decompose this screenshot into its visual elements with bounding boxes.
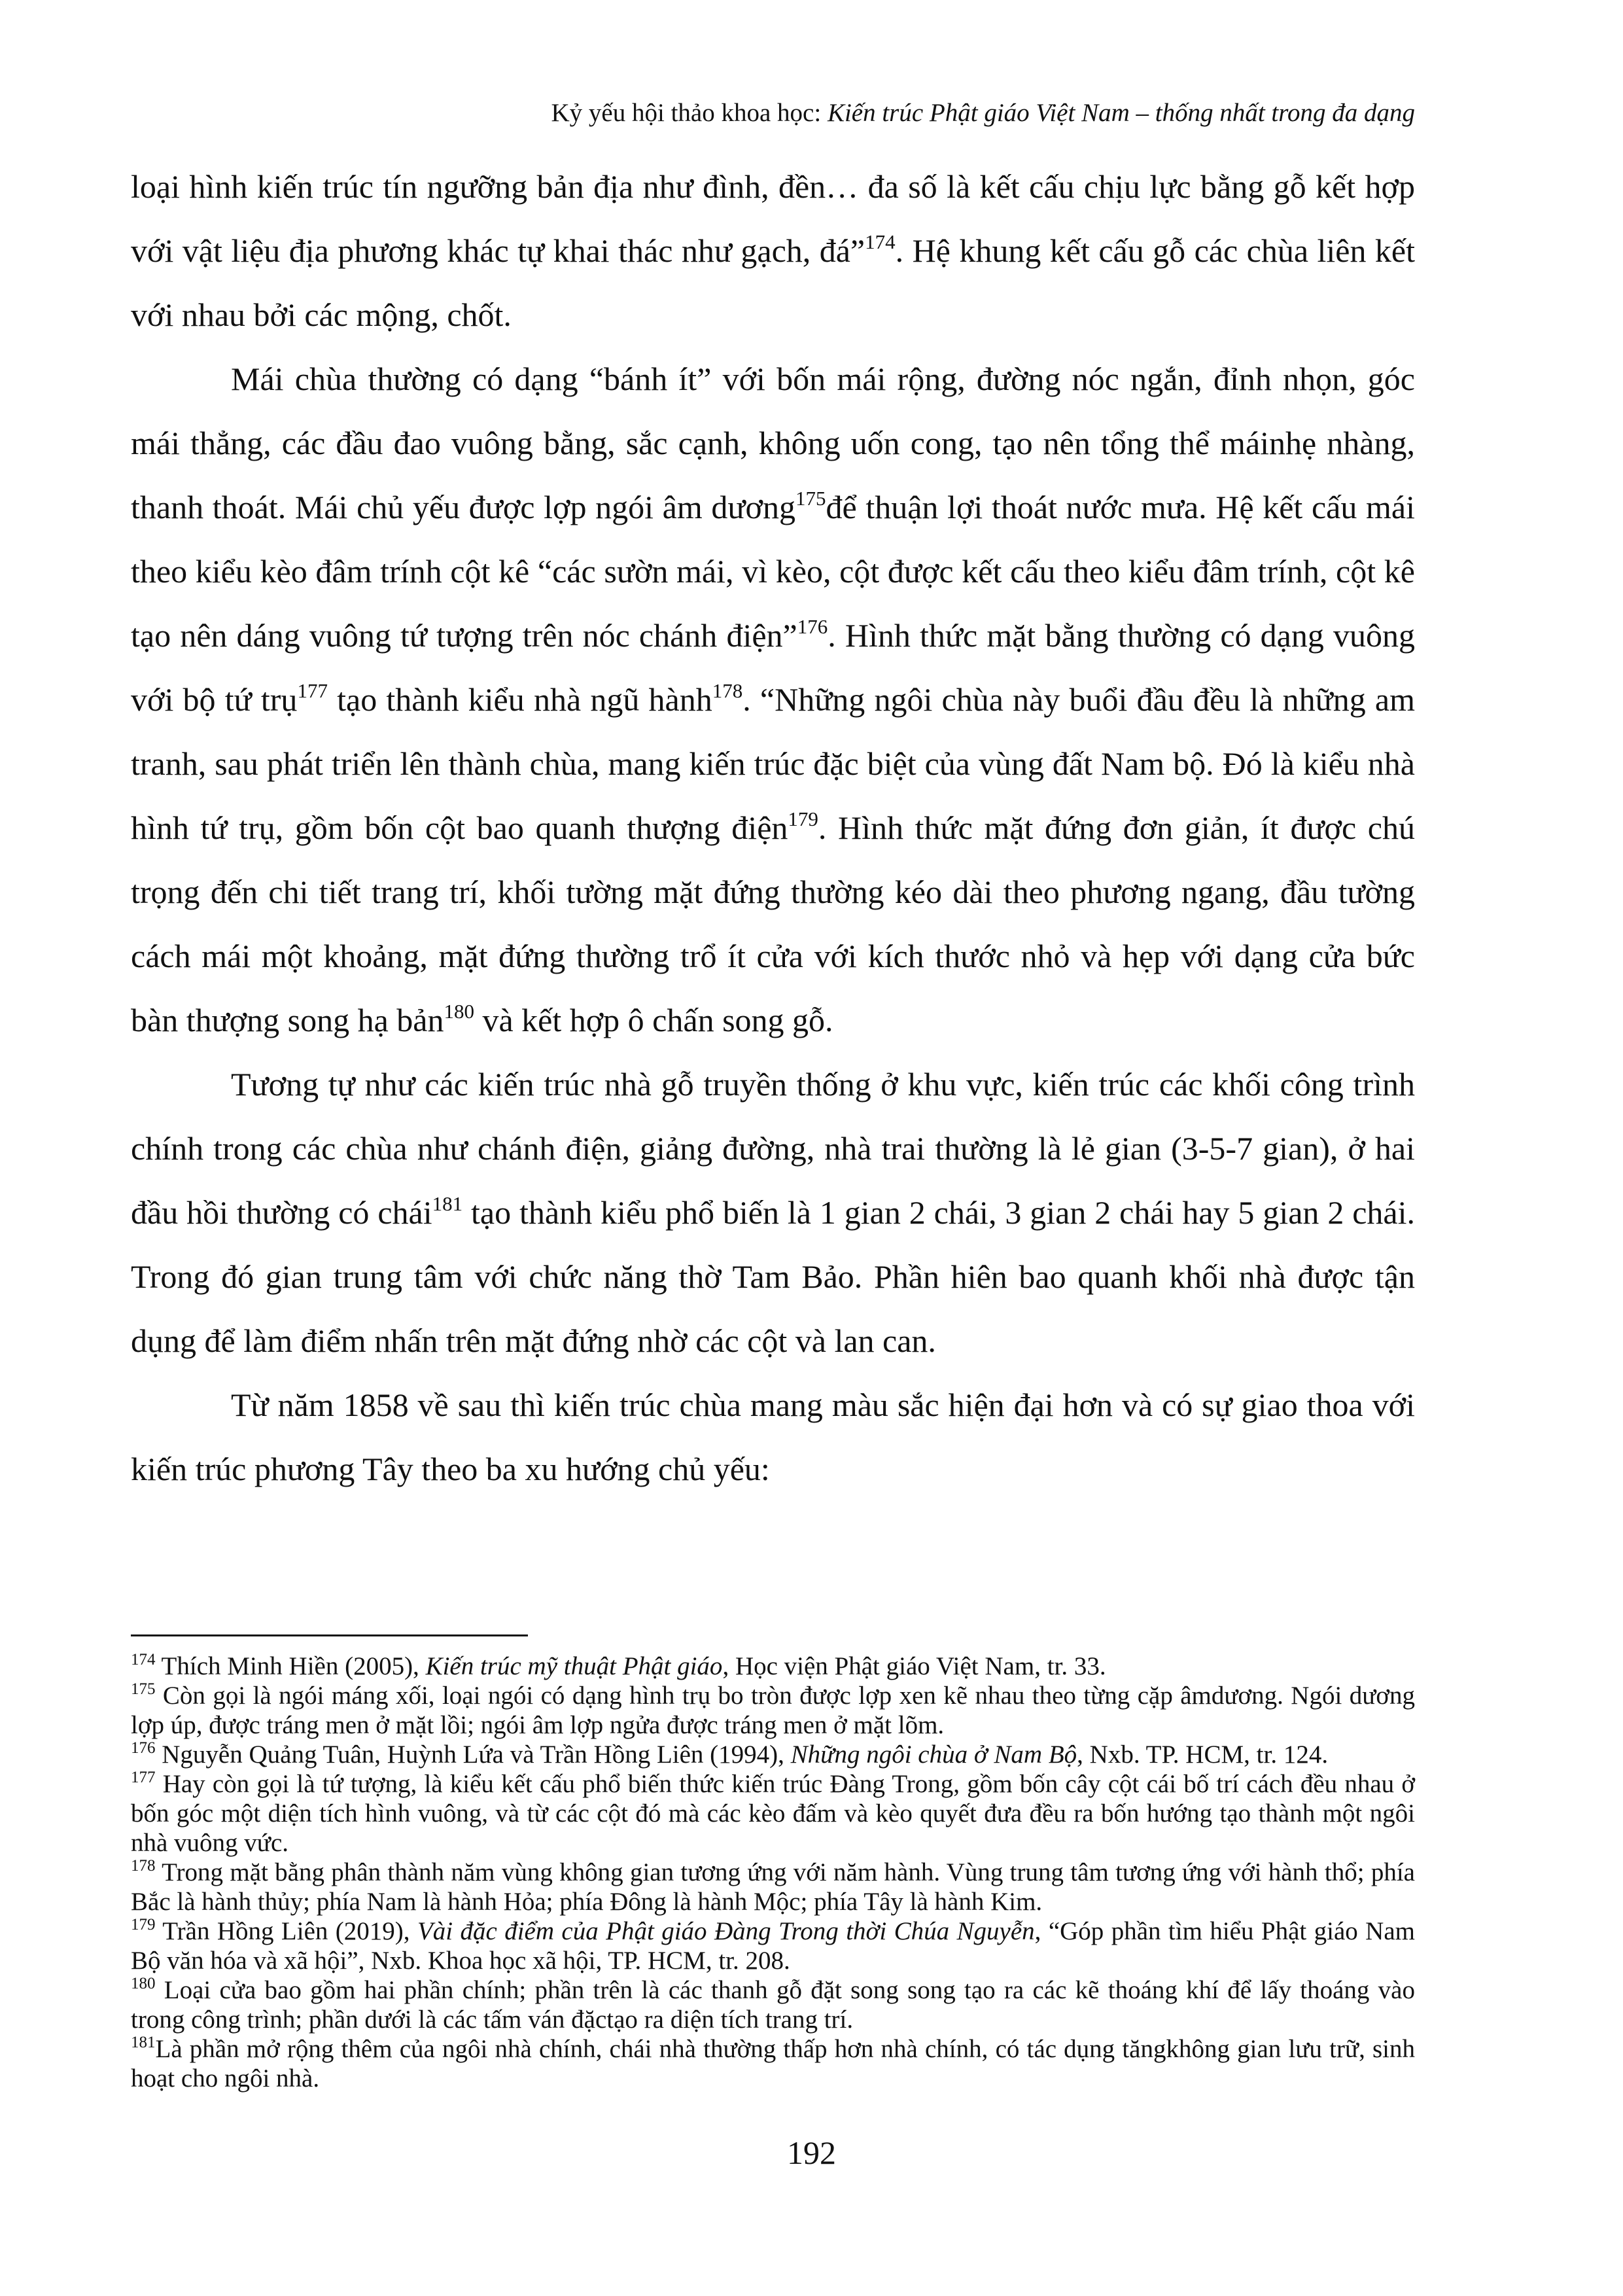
footnote-176 — [131, 1740, 1415, 1769]
footnote-number: 181 — [131, 2034, 156, 2051]
footnote-ref-174[interactable]: 174 — [865, 230, 896, 253]
footnote-number: 180 — [131, 1975, 156, 1992]
footnote-181 — [131, 2034, 1415, 2093]
paragraph-1 — [131, 154, 1415, 347]
paragraph-text: để thuận lợi thoát nước mưa. Hệ kết cấu mái theo kiểu kèo đâm trính cột kê “các sườn mái, vì kèo, cột được kết cấu theo kiểu đâm trính, cột kê tạo nên dáng vuông tứ tượng trên nóc chánh điện” — [131, 489, 1415, 654]
footnote-title: Những ngôi chùa ở Nam Bộ — [790, 1740, 1077, 1769]
paragraph-text: tạo thành kiểu nhà ngũ hành — [327, 681, 712, 718]
footnote-separator — [131, 1634, 528, 1636]
paragraph-text: Tương tự như các kiến trúc nhà gỗ truyền thống ở khu vực, kiến trúc các khối công trình chính trong các chùa như chánh điện, giảng đường, nhà trai thường là lẻ gian (3-5-7 gian), ở hai đầu hồi thường có chái — [131, 1066, 1415, 1231]
paragraph-text: . Hình thức mặt đứng đơn giản, ít được chú trọng đến chi tiết trang trí, khối tường mặt đứng thường kéo dài theo phương ngang, đầu tường cách mái một khoảng, mặt đứng thường trổ ít cửa với kích thước nhỏ và hẹp với dạng cửa bức bàn thượng song hạ bản — [131, 809, 1415, 1038]
footnote-text: Loại cửa bao gồm hai phần chính; phần trên là các thanh gỗ đặt song song tạo ra các kẽ thoáng khí để lấy thoáng vào trong công trình; phần dưới là các tấm ván đặctạo ra diện tích trang trí. — [131, 1976, 1415, 2034]
footnote-text: Còn gọi là ngói máng xối, loại ngói có dạng hình trụ bo tròn được lợp xen kẽ nhau theo từng cặp âmdương. Ngói dương lợp úp, được tráng men ở mặt lồi; ngói âm lợp ngửa được tráng men ở mặt lõm. — [131, 1682, 1415, 1739]
body-text — [131, 154, 1415, 1501]
footnote-text: , “Góp phần tìm hiểu Phật giáo Nam Bộ văn hóa và xã hội”, Nxb. Khoa học xã hội, TP. HCM, tr. 208. — [131, 1917, 1415, 1975]
page-number: 192 — [787, 2134, 836, 2171]
footnote-text: Nguyễn Quảng Tuân, Huỳnh Lứa và Trần Hồng Liên (1994), — [155, 1740, 791, 1769]
paragraph-text: . Hệ khung kết cấu gỗ các chùa liên kết với nhau bởi các mộng, chốt. — [131, 232, 1416, 333]
paragraph-text: tạo thành kiểu phổ biến là 1 gian 2 chái, 3 gian 2 chái hay 5 gian 2 chái. Trong đó gian trung tâm với chức năng thờ Tam Bảo. Phần hiên bao quanh khối nhà được tận dụng để làm điểm nhấn trên mặt đứng nhờ các cột và lan can. — [131, 1194, 1415, 1359]
footnote-title: Kiến trúc mỹ thuật Phật giáo — [425, 1652, 723, 1680]
footnote-title: Vài đặc điểm của Phật giáo Đàng Trong thời Chúa Nguyễn — [417, 1917, 1035, 1945]
footnote-ref-175[interactable]: 175 — [795, 487, 826, 510]
paragraph-text: và kết hợp ô chấn song gỗ. — [474, 1002, 833, 1038]
footnote-177 — [131, 1769, 1415, 1858]
footnote-ref-180[interactable]: 180 — [444, 1000, 474, 1023]
footnote-text: Thích Minh Hiền (2005), — [155, 1652, 426, 1680]
footnote-ref-176[interactable]: 176 — [797, 615, 828, 638]
footnote-number: 175 — [131, 1680, 156, 1698]
paragraph-2 — [131, 347, 1415, 1052]
footnote-number: 176 — [131, 1739, 156, 1757]
footnote-178 — [131, 1858, 1415, 1916]
paragraph-text: . “Những ngôi chùa này buổi đầu đều là những am tranh, sau phát triển lên thành chùa, mang kiến trúc đặc biệt của vùng đất Nam bộ. Đó là kiểu nhà hình tứ trụ, gồm bốn cột bao quanh thượng điện — [131, 681, 1415, 846]
footnote-number: 177 — [131, 1769, 156, 1786]
running-header — [131, 97, 1415, 130]
header-title: Kiến trúc Phật giáo Việt Nam – thống nhất trong đa dạng — [827, 99, 1415, 127]
footnote-ref-177[interactable]: 177 — [297, 679, 328, 702]
footnote-text: Trần Hồng Liên (2019), — [155, 1917, 417, 1945]
footnote-ref-179[interactable]: 179 — [788, 807, 818, 830]
footnote-ref-178[interactable]: 178 — [712, 679, 743, 702]
footnote-text: Là phần mở rộng thêm của ngôi nhà chính, chái nhà thường thấp hơn nhà chính, có tác dụng tăngkhông gian lưu trữ, sinh hoạt cho ngôi nhà. — [131, 2035, 1415, 2093]
footnote-175 — [131, 1681, 1415, 1740]
footnote-179 — [131, 1916, 1415, 1975]
paragraph-4: Từ năm 1858 về sau thì kiến trúc chùa mang màu sắc hiện đại hơn và có sự giao thoa với kiến trúc phương Tây theo ba xu hướng chủ yếu: — [131, 1386, 1415, 1487]
paragraph-text: loại hình kiến trúc tín ngưỡng bản địa như đình, đền… đa số là kết cấu chịu lực bằng gỗ kết hợp với vật liệu địa phương khác tự khai thác như gạch, đá” — [131, 168, 1415, 269]
footnote-ref-181[interactable]: 181 — [432, 1192, 463, 1215]
header-prefix: Kỷ yếu hội thảo khoa học: — [551, 99, 828, 127]
paragraph-3 — [131, 1052, 1415, 1373]
footnote-180 — [131, 1975, 1415, 2034]
paragraph-text: Mái chùa thường có dạng “bánh ít” với bốn mái rộng, đường nóc ngắn, đỉnh nhọn, góc mái thẳng, các đầu đao vuông bằng, sắc cạnh, không uốn cong, tạo nên tổng thể máinhẹ nhàng, thanh thoát. Mái chủ yếu được lợp ngói âm dương — [131, 361, 1415, 525]
footnote-text: , Học viện Phật giáo Việt Nam, tr. 33. — [722, 1652, 1106, 1680]
footnote-number: 174 — [131, 1651, 156, 1669]
paragraph-text: . Hình thức mặt bằng thường có dạng vuông với bộ tứ trụ — [131, 617, 1416, 718]
footnote-text: Trong mặt bằng phân thành năm vùng không gian tương ứng với năm hành. Vùng trung tâm tương ứng với hành thổ; phía Bắc là hành thủy; phía Nam là hành Hỏa; phía Đông là hành Mộc; phía Tây là hành Kim. — [131, 1858, 1415, 1916]
footnote-number: 179 — [131, 1916, 156, 1934]
footnote-text: Hay còn gọi là tứ tượng, là kiểu kết cấu phổ biến thức kiến trúc Đàng Trong, gồm bốn cây cột cái bố trí cách đều nhau ở bốn góc một diện tích hình vuông, và từ các cột đó mà các kèo đấm và kèo quyết đưa đều ra bốn hướng tạo thành một ngôi nhà vuông vức. — [131, 1770, 1415, 1857]
footnote-number: 178 — [131, 1857, 156, 1875]
footnote-174 — [131, 1651, 1415, 1681]
footnote-text: , Nxb. TP. HCM, tr. 124. — [1077, 1740, 1329, 1769]
footnotes — [131, 1651, 1415, 2093]
